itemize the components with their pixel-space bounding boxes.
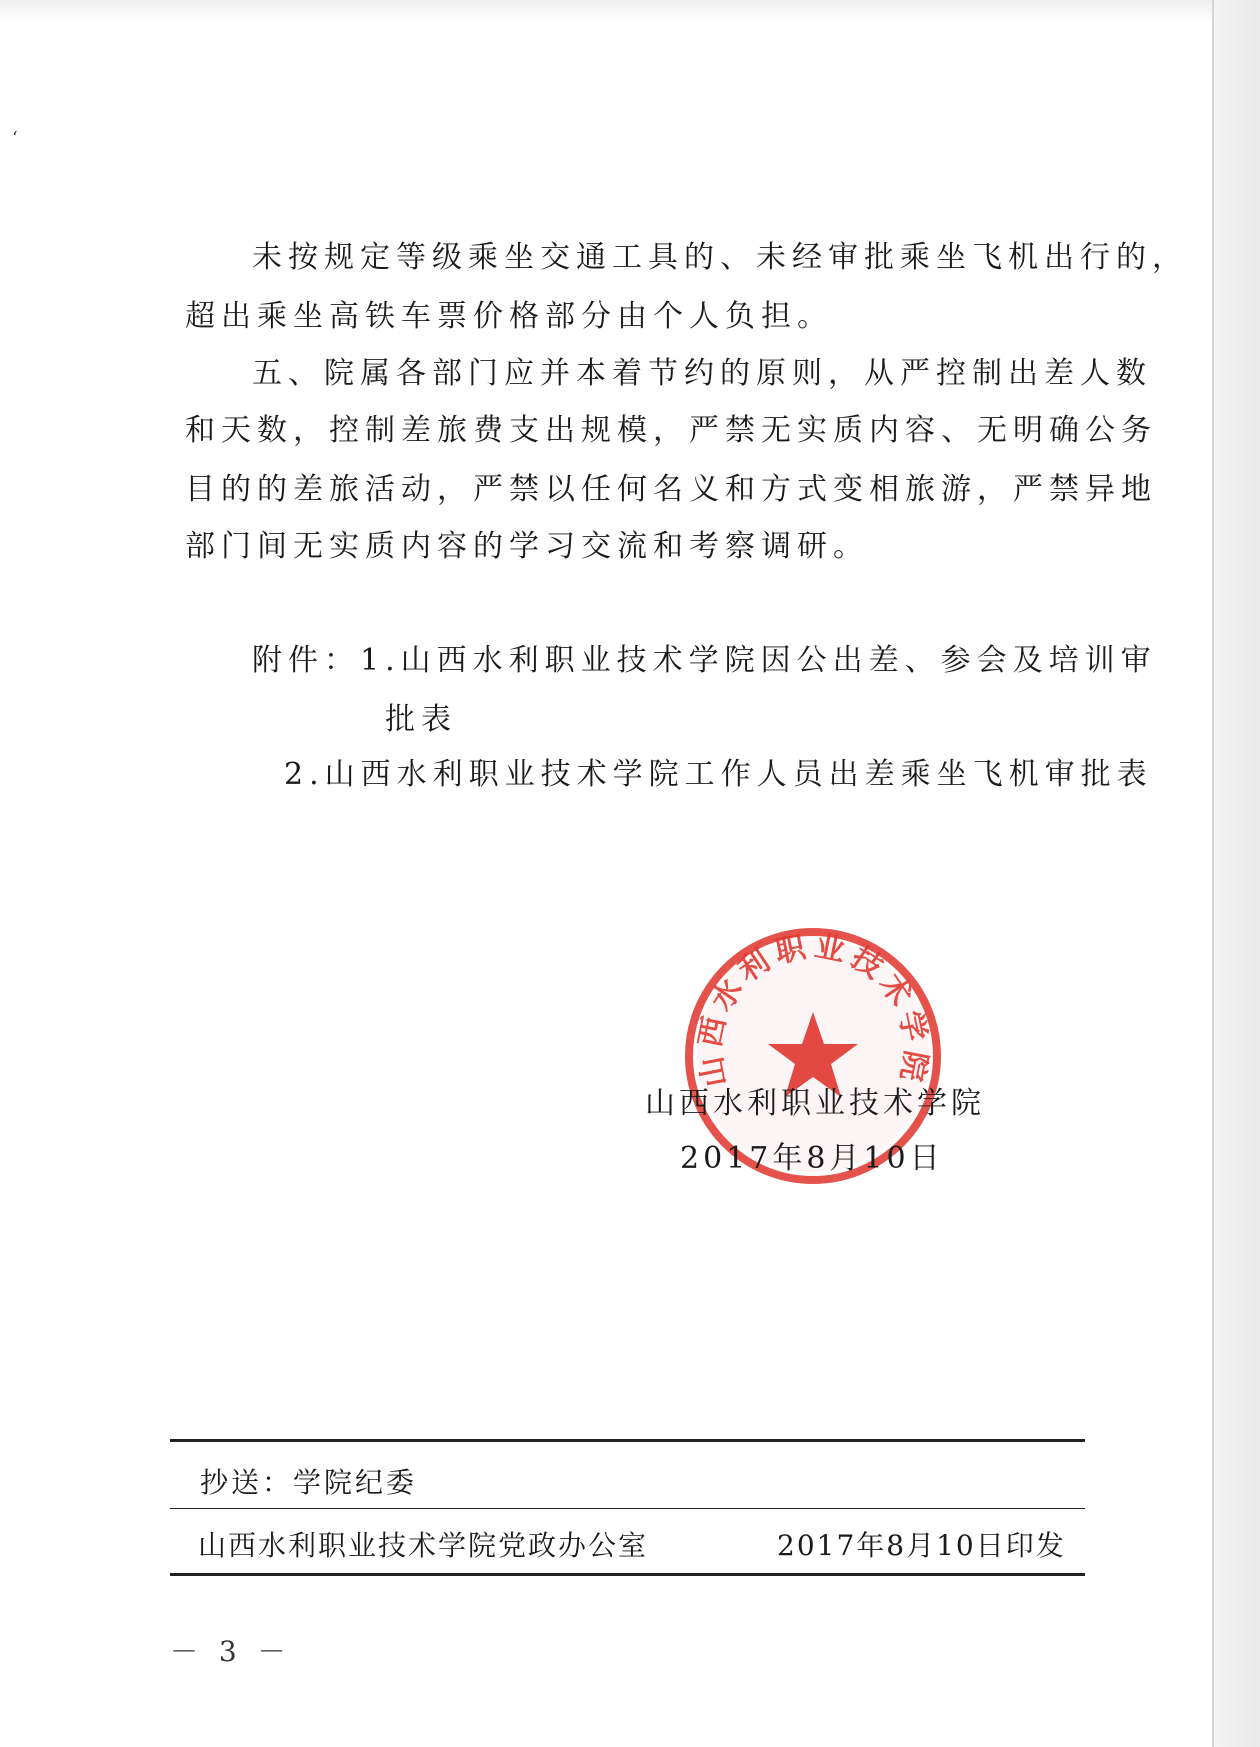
seal-text: 山西水利职业技术学院 <box>692 928 934 1090</box>
carbon-copy: 抄送：学院纪委 <box>200 1466 418 1499</box>
scan-edge-right <box>1214 0 1260 1747</box>
issue-date: 2017年8月10日印发 <box>777 1529 1066 1562</box>
body-line-1: 未按规定等级乘坐交通工具的、未经审批乘坐飞机出行的， <box>252 240 1188 275</box>
page-number: － 3 － <box>170 1635 292 1668</box>
scan-mark: ‘ <box>12 128 18 149</box>
body-line-6: 部门间无实质内容的学习交流和考察调研。 <box>185 529 869 564</box>
signature-date: 2017年8月10日 <box>680 1141 944 1176</box>
footer-rule-bottom <box>170 1573 1085 1576</box>
scan-shadow-top <box>0 0 1260 22</box>
body-line-2: 超出乘坐高铁车票价格部分由个人负担。 <box>185 299 833 334</box>
body-line-3: 五、院属各部门应并本着节约的原则，从严控制出差人数 <box>252 356 1152 391</box>
attachment-1-continued: 批表 <box>385 702 457 737</box>
attachment-1: 附件：1.山西水利职业技术学院因公出差、参会及培训审 <box>252 643 1157 678</box>
issuing-office: 山西水利职业技术学院党政办公室 <box>198 1529 649 1562</box>
footer-rule-top <box>170 1439 1085 1442</box>
body-line-4: 和天数，控制差旅费支出规模，严禁无实质内容、无明确公务 <box>185 413 1157 448</box>
footer-rule-middle <box>170 1508 1085 1509</box>
attachment-2: 2.山西水利职业技术学院工作人员出差乘坐飞机审批表 <box>284 757 1153 792</box>
signature-organization: 山西水利职业技术学院 <box>645 1086 985 1121</box>
body-line-5: 目的的差旅活动，严禁以任何名义和方式变相旅游，严禁异地 <box>185 472 1157 507</box>
